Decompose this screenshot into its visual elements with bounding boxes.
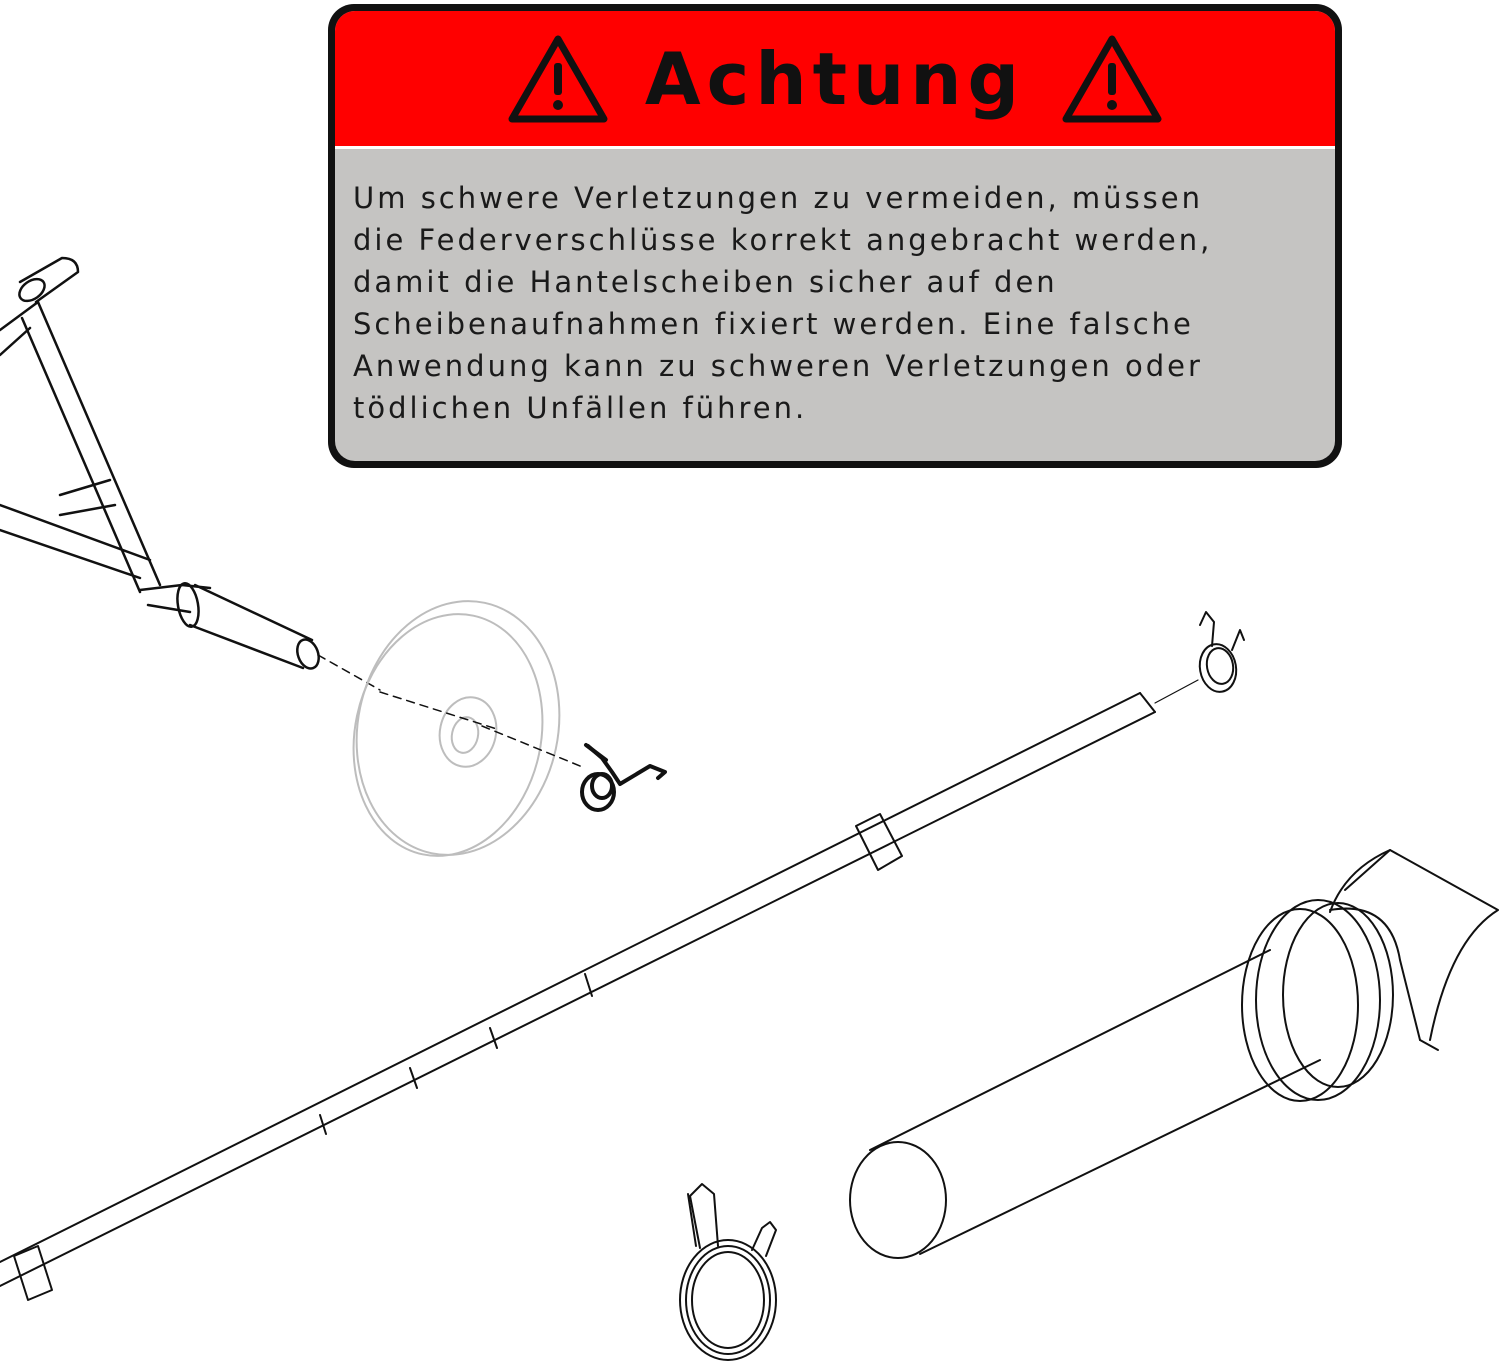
warning-triangle-icon [1061, 33, 1163, 125]
spring-clip [582, 745, 665, 810]
plate-holder-frame [0, 258, 380, 690]
sleeve-closeup [850, 850, 1498, 1258]
warning-text: Um schwere Verletzungen zu vermeiden, müssen die Federverschlüsse korrekt angebracht werden, damit die Hantelscheiben sicher auf den Scheibenaufnahmen fixiert werden. Eine falsche Anwendung kann zu schweren Verletzungen oder tödlichen Unfällen führen. [353, 181, 1213, 425]
warning-label [328, 4, 1342, 468]
warning-panel [335, 11, 1335, 461]
warning-triangle-icon [507, 33, 609, 125]
weight-plate [332, 582, 585, 874]
spring-clip [680, 1184, 776, 1360]
warning-header [335, 11, 1335, 149]
warning-title: Achtung [644, 36, 1026, 121]
spring-clip [1196, 612, 1244, 695]
